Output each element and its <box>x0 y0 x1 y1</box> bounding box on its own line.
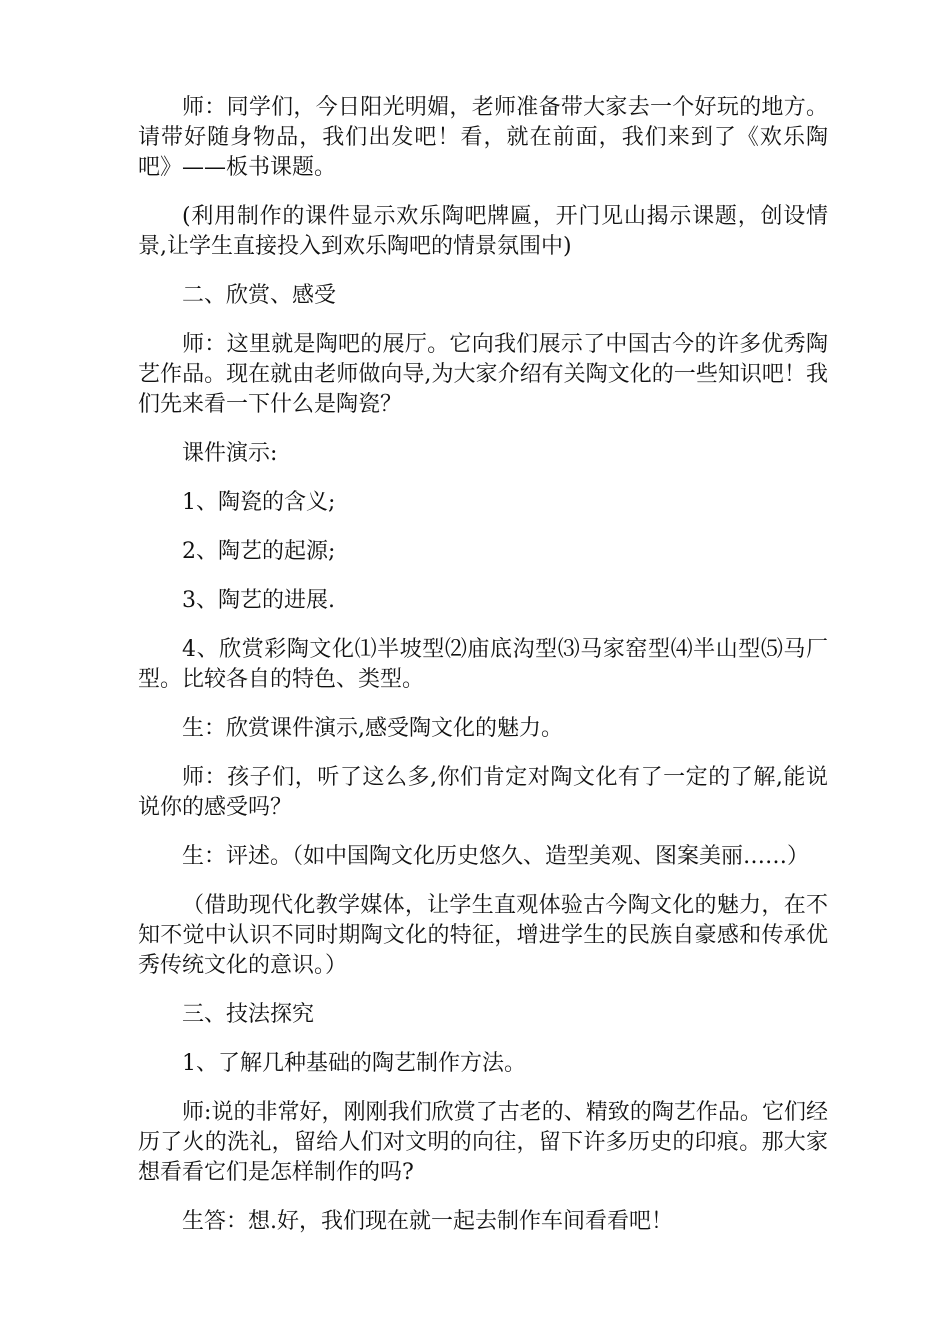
paragraph-teacher-praise: 师:说的非常好，刚刚我们欣赏了古老的、精致的陶艺作品。它们经历了火的洗礼，留给人们对文明的向往，留下许多历史的印痕。那大家想看看它们是怎样制作的吗? <box>138 1100 828 1185</box>
section-heading-technique: 三、技法探究 <box>182 1002 315 1027</box>
paragraph-student-answer: 生答：想.好，我们现在就一起去制作车间看看吧！ <box>182 1209 673 1234</box>
paragraph-student-appreciate: 生：欣赏课件演示,感受陶文化的魅力。 <box>182 716 563 741</box>
section-heading-appreciate: 二、欣赏、感受 <box>182 283 337 308</box>
list-item-3: 3、陶艺的进展. <box>182 588 335 613</box>
list-item-4: 4、欣赏彩陶文化⑴半坡型⑵庙底沟型⑶马家窑型⑷半山型⑸马厂型。比较各自的特色、类型。 <box>138 637 828 692</box>
paragraph-intro-teacher: 师：同学们，今日阳光明媚，老师准备带大家去一个好玩的地方。请带好随身物品，我们出发吧！看，就在前面，我们来到了《欢乐陶吧》——板书课题。 <box>138 95 828 180</box>
document-body <box>138 93 828 1256</box>
list-item-1: 1、陶瓷的含义; <box>182 490 336 515</box>
paragraph-technique-item-1: 1、了解几种基础的陶艺制作方法。 <box>182 1051 526 1076</box>
paragraph-teacher-question: 师：孩子们，听了这么多,你们肯定对陶文化有了一定的了解,能说说你的感受吗？ <box>138 765 828 820</box>
paragraph-note-courseware: (利用制作的课件显示欢乐陶吧牌匾，开门见山揭示课题，创设情景,让学生直接投入到欢乐陶吧的情景氛围中) <box>138 204 828 259</box>
paragraph-note-media: （借助现代化教学媒体，让学生直观体验古今陶文化的魅力，在不知不觉中认识不同时期陶文化的特征，增进学生的民族自豪感和传承优秀传统文化的意识。） <box>138 893 828 978</box>
list-item-2: 2、陶艺的起源; <box>182 539 336 564</box>
paragraph-student-comment: 生：评述。（如中国陶文化历史悠久、造型美观、图案美丽……） <box>182 844 810 869</box>
paragraph-courseware-demo: 课件演示: <box>182 441 278 466</box>
paragraph-teacher-exhibition: 师：这里就是陶吧的展厅。它向我们展示了中国古今的许多优秀陶艺作品。现在就由老师做向导,为大家介绍有关陶文化的一些知识吧！我们先来看一下什么是陶瓷？ <box>138 332 828 417</box>
